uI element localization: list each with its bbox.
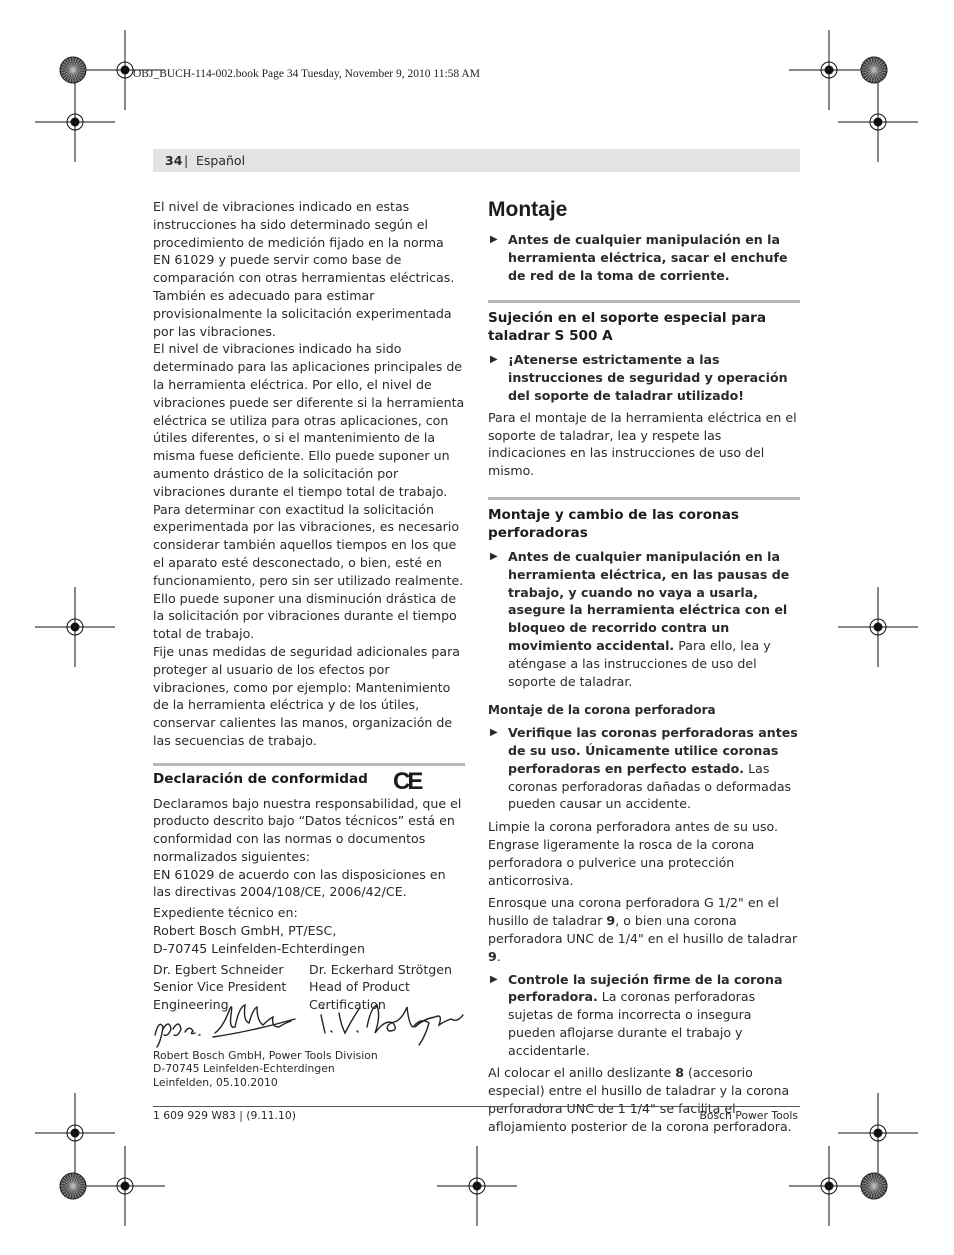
issuer-address: D-70745 Leinfelden-Echterdingen bbox=[153, 1062, 335, 1076]
screw-text-a: Enrosque una corona perforadora G 1/2" en el husillo de taladrar bbox=[488, 895, 779, 929]
color-rosette bbox=[861, 57, 887, 83]
issuer-date: Leinfelden, 05.10.2010 bbox=[153, 1075, 278, 1089]
bullet-check-clamp-rest: La coronas perforadoras sujetas de forma incorrecta o insegura pueden aflojarse durante el trabajo y accidentarle. bbox=[508, 989, 756, 1058]
signatory-2-name: Dr. Eckerhard Strötgen bbox=[309, 961, 453, 977]
ring-text-a: Al colocar el anillo deslizante bbox=[488, 1065, 676, 1081]
bullet-lock-travel-bold: Antes de cualquier manipulación en la herramienta eléctrica, en las pausas de trabajo, y cuando no vaya a usarla, asegure la herramienta eléctrica con el bloqueo de recorrido contra un movimiento accidental. bbox=[508, 548, 790, 653]
ce-mark: CE bbox=[393, 767, 421, 795]
page-number: 34 bbox=[165, 153, 183, 168]
signatory-1-title: Senior Vice President bbox=[153, 979, 287, 995]
bullet-safety-stand bbox=[488, 351, 800, 404]
bullet-arrow-icon: ▶ bbox=[490, 973, 498, 985]
vibration-paragraph-2: El nivel de vibraciones indicado ha sido determinado para las aplicaciones principales de la herramienta eléctrica. Por ello, el nivel de vibraciones puede ser diferente si la herramienta eléctrica se utiliza para otras aplicaciones, con útiles diferentes, o si el mantenimiento de la misma fuese deficiente. Ello puede suponer un aumento drástico de la solicitación por vibraciones durante el tiempo total de trabajo. bbox=[153, 341, 465, 499]
registration-crosshair bbox=[838, 82, 918, 162]
bullet-arrow-icon: ▶ bbox=[490, 550, 498, 562]
bullet-lock-travel-rest: Para ello, lea y aténgase a las instrucciones de uso del soporte de taladrar. bbox=[508, 637, 771, 689]
left-column bbox=[153, 198, 465, 1014]
signatory-1-name: Dr. Egbert Schneider bbox=[153, 961, 284, 977]
conformity-directives: EN 61029 de acuerdo con las disposiciones en las directivas 2004/108/CE, 2006/42/CE. bbox=[153, 866, 446, 900]
screw-ref-2: 9 bbox=[488, 948, 497, 964]
vibration-paragraph-4: Fije unas medidas de seguridad adicionales para proteger al usuario de los efectos por vibraciones, como por ejemplo: Mantenimiento de la herramienta eléctrica y de los útiles, conservar calientes las manos, organización de las secuencias de trabajo. bbox=[153, 643, 460, 748]
coronas-heading: Montaje y cambio de las coronas perforadoras bbox=[488, 497, 800, 542]
bullet-arrow-icon: ▶ bbox=[490, 727, 498, 739]
screw-text-b: , o bien una corona perforadora UNC de 1/4" en el husillo de taladrar bbox=[488, 913, 798, 946]
registration-crosshair bbox=[838, 587, 918, 667]
bullet-arrow-icon: ▶ bbox=[490, 234, 498, 245]
handwritten-signatures bbox=[153, 997, 468, 1049]
footer-doc-number: 1 609 929 W83 | (9.11.10) bbox=[153, 1109, 296, 1122]
bullet-unplug bbox=[488, 231, 800, 284]
bullet-verify-bits-bold: Verifique las coronas perforadoras antes de su uso. Únicamente utilice coronas perforadoras en perfecto estado. bbox=[508, 725, 798, 776]
registration-crosshair bbox=[789, 1146, 869, 1226]
technical-file-address: D-70745 Leinfelden-Echterdingen bbox=[153, 940, 365, 956]
ring-paragraph bbox=[488, 1064, 800, 1135]
conformity-paragraph: Declaramos bajo nuestra responsabilidad, que el producto descrito bajo “Datos técnicos” está en conformidad con las normas o documentos normalizados siguientes: bbox=[153, 795, 462, 864]
registration-crosshair bbox=[35, 1093, 115, 1173]
bullet-safety-stand-text: ¡Atenerse estrictamente a las instrucciones de seguridad y operación del soporte de taladrar utilizado! bbox=[508, 352, 788, 403]
screw-text-c: . bbox=[496, 948, 501, 964]
ring-ref: 8 bbox=[675, 1065, 684, 1081]
bullet-arrow-icon: ▶ bbox=[490, 354, 498, 366]
bullet-check-clamp bbox=[488, 971, 800, 1060]
sujecion-paragraph: Para el montaje de la herramienta eléctrica en el soporte de taladrar, lea y respete las indicaciones en las instrucciones de uso del mismo. bbox=[488, 409, 797, 479]
bullet-lock-travel bbox=[488, 548, 800, 690]
footer-brand: Bosch Power Tools bbox=[699, 1109, 798, 1122]
issuer-company: Robert Bosch GmbH, Power Tools Division bbox=[153, 1049, 378, 1062]
montaje-title: Montaje bbox=[488, 198, 568, 221]
footer-rule bbox=[153, 1106, 800, 1107]
registration-crosshair bbox=[85, 1146, 165, 1226]
registration-crosshair bbox=[35, 587, 115, 667]
screw-paragraph bbox=[488, 894, 800, 965]
header-separator: | bbox=[184, 153, 189, 168]
registration-crosshair bbox=[437, 1146, 517, 1226]
bullet-unplug-text: Antes de cualquier manipulación en la herramienta eléctrica, sacar el enchufe de red de la toma de corriente. bbox=[508, 232, 788, 283]
sujecion-heading: Sujeción en el soporte especial para taladrar S 500 A bbox=[488, 300, 800, 345]
vibration-paragraph-1: El nivel de vibraciones indicado en estas instrucciones ha sido determinado según el procedimiento de medición fijado en la norma EN 61029 y puede servir como base de comparación con otras herramientas eléctricas. También es adecuado para estimar provisionalmente la solicitación experimentada por las vibraciones. bbox=[153, 199, 455, 339]
screw-ref-1: 9 bbox=[606, 913, 616, 929]
registration-crosshair bbox=[838, 1093, 918, 1173]
bullet-check-clamp-bold: Controle la sujeción firme de la corona perforadora. bbox=[508, 971, 783, 1005]
color-rosette bbox=[60, 57, 86, 83]
signatory-2-dept: Certification bbox=[309, 997, 386, 1013]
clean-paragraph: Limpie la corona perforadora antes de su uso. Engrase ligeramente la rosca de la corona perforadora o pulverice una protección anticorrosiva. bbox=[488, 819, 779, 888]
issuer-block bbox=[153, 1049, 378, 1089]
technical-file-company: Robert Bosch GmbH, PT/ESC, bbox=[153, 923, 337, 939]
page-header bbox=[153, 149, 800, 172]
vibration-paragraph-3: Para determinar con exactitud la solicitación experimentada por las vibraciones, es necesario considerar también aquellos tiempos en los que el aparato esté desconectado, o bien, esté en funcionamiento, pero sin ser utilizado realmente. Ello puede suponer una disminución drástica de la solicitación por vibraciones durante el tiempo total de trabajo. bbox=[153, 501, 464, 642]
bullet-verify-bits bbox=[488, 724, 800, 813]
signatory-1-dept: Engineering bbox=[153, 997, 229, 1013]
bullet-verify-bits-rest: Las coronas perforadoras dañadas o deformadas pueden causar un accidente. bbox=[508, 760, 792, 812]
technical-file-label: Expediente técnico en: bbox=[153, 905, 298, 921]
color-rosette bbox=[60, 1173, 86, 1199]
registration-crosshair bbox=[35, 82, 115, 162]
right-column bbox=[488, 198, 800, 1136]
registration-crosshair bbox=[789, 30, 869, 110]
color-rosette bbox=[861, 1173, 887, 1199]
header-language: Español bbox=[196, 153, 246, 168]
conformity-title: Declaración de conformidad bbox=[153, 770, 368, 787]
conformity-heading bbox=[153, 763, 465, 795]
print-slug: OBJ_BUCH-114-002.book Page 34 Tuesday, November 9, 2010 11:58 AM bbox=[133, 68, 480, 80]
montaje-corona-heading: Montaje de la corona perforadora bbox=[488, 703, 716, 718]
ring-text-b: (accesorio especial) entre el husillo de taladrar y la corona perforadora UNC de 1 1/4" se facilita el aflojamiento posterior de la corona perforadora. bbox=[488, 1065, 792, 1134]
signatory-2-title: Head of Product bbox=[309, 979, 410, 995]
